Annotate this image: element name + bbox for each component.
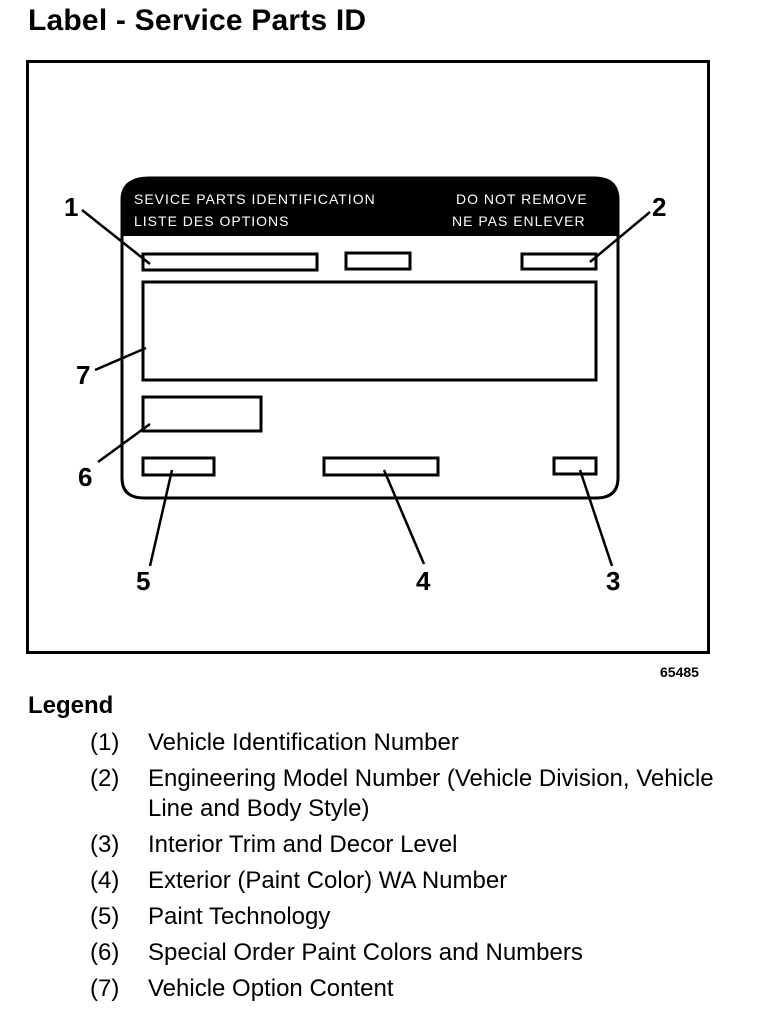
- legend-item-6: [90, 938, 750, 968]
- header-left-line1: SEVICE PARTS IDENTIFICATION: [134, 191, 376, 207]
- header-right-line1: DO NOT REMOVE: [456, 191, 588, 207]
- leader-line-6: [98, 424, 150, 462]
- field-exterior-paint: [324, 458, 438, 475]
- legend-item-number: (2): [90, 765, 120, 792]
- leader-line-3: [580, 470, 612, 566]
- legend-item-text: Engineering Model Number (Vehicle Division, Vehicle Line and Body Style): [148, 765, 714, 822]
- legend-item-text: Special Order Paint Colors and Numbers: [148, 939, 583, 966]
- legend-item-number: (7): [90, 975, 120, 1002]
- callout-1: 1: [64, 192, 79, 222]
- legend-title: Legend: [28, 692, 114, 719]
- leader-line-5: [150, 470, 172, 566]
- legend-item-text: Vehicle Option Content: [148, 975, 394, 1002]
- field-option-content: [143, 282, 596, 380]
- legend-item-1: [90, 728, 750, 758]
- callout-2: 2: [652, 192, 667, 222]
- callout-3: 3: [606, 566, 621, 596]
- legend-item-text: Vehicle Identification Number: [148, 729, 459, 756]
- field-paint-technology: [143, 458, 214, 475]
- field-interior-trim: [554, 458, 596, 474]
- leader-line-4: [384, 470, 424, 564]
- field-special-order-paint: [143, 397, 261, 431]
- legend-item-7: [90, 974, 750, 1004]
- callout-7: 7: [76, 360, 91, 390]
- legend-item-number: (1): [90, 729, 120, 756]
- legend-item-number: (5): [90, 903, 120, 930]
- field-vin: [143, 254, 317, 270]
- header-left-line2: LISTE DES OPTIONS: [134, 213, 290, 229]
- legend-item-number: (6): [90, 939, 120, 966]
- leader-lines: [82, 210, 650, 566]
- figure-number: 65485: [660, 664, 699, 680]
- legend-item-5: [90, 902, 750, 932]
- field-middle-top: [346, 253, 410, 269]
- legend-list: [90, 728, 750, 1010]
- callout-6: 6: [78, 462, 93, 492]
- legend-item-number: (4): [90, 867, 120, 894]
- field-model-number: [522, 254, 596, 269]
- legend-item-text: Paint Technology: [148, 903, 331, 930]
- legend-item-3: [90, 830, 750, 860]
- legend-item-4: [90, 866, 750, 896]
- legend-item-text: Exterior (Paint Color) WA Number: [148, 867, 508, 894]
- header-right-line2: NE PAS ENLEVER: [452, 213, 586, 229]
- legend-item-2: [90, 764, 750, 824]
- page-title: Label - Service Parts ID: [28, 4, 367, 37]
- legend-item-number: (3): [90, 831, 120, 858]
- legend-item-text: Interior Trim and Decor Level: [148, 831, 458, 858]
- callout-5: 5: [136, 566, 151, 596]
- callout-4: 4: [416, 566, 431, 596]
